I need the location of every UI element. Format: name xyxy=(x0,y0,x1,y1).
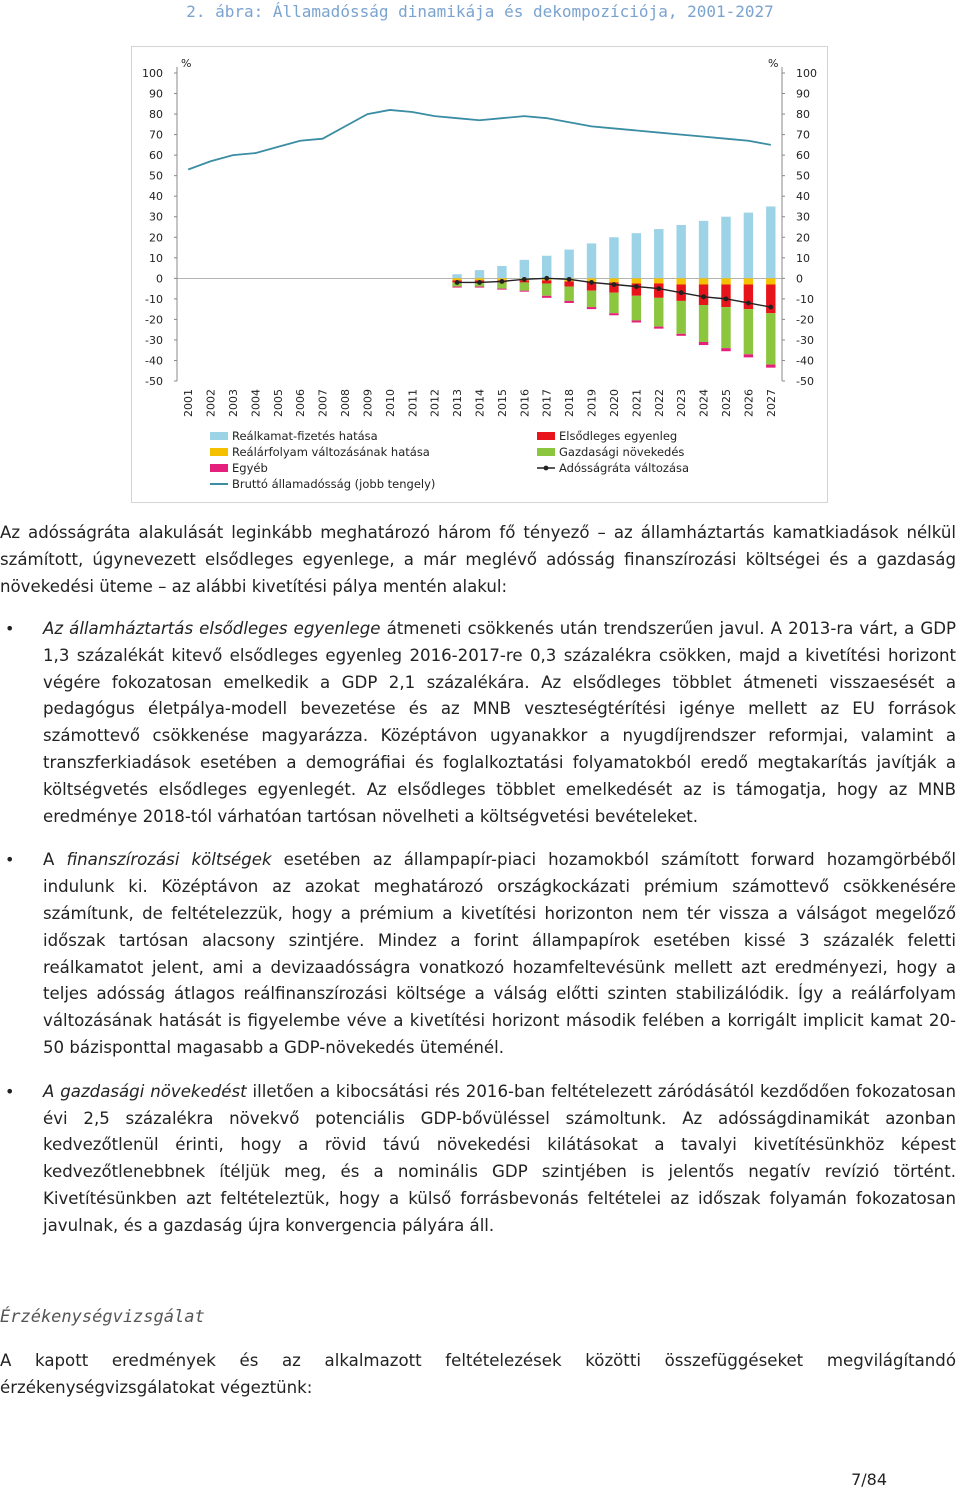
bar-segment-positive xyxy=(721,217,730,279)
debt-ratio-change-marker xyxy=(589,280,594,285)
left-tick-label: 40 xyxy=(149,190,163,204)
right-tick-label: -30 xyxy=(796,333,814,347)
bar-segment-positive xyxy=(452,274,461,278)
x-tick-label: 2019 xyxy=(585,389,599,417)
bar-segment-negative xyxy=(676,278,685,284)
bar-segment-negative xyxy=(744,309,753,354)
left-tick-label: -20 xyxy=(145,313,163,327)
bar-segment-negative xyxy=(721,307,730,348)
bar-segment-negative xyxy=(587,291,596,307)
bar-segment-negative xyxy=(676,334,685,336)
right-axis-unit: % xyxy=(768,57,779,70)
bar-segment-negative xyxy=(632,296,641,321)
x-tick-label: 2009 xyxy=(361,389,375,417)
debt-ratio-change-marker xyxy=(724,296,729,301)
bar-segment-positive xyxy=(699,221,708,278)
left-tick-label: 90 xyxy=(149,87,163,101)
debt-ratio-change-marker xyxy=(455,280,460,285)
x-tick-label: 2014 xyxy=(473,389,487,417)
bar-segment-negative xyxy=(699,342,708,345)
bar-segment-negative xyxy=(744,354,753,357)
x-tick-label: 2015 xyxy=(495,389,509,417)
legend-swatch xyxy=(210,448,228,456)
x-tick-label: 2005 xyxy=(271,389,285,417)
x-tick-label: 2001 xyxy=(182,389,196,417)
bar-segment-negative xyxy=(564,281,573,286)
x-tick-label: 2010 xyxy=(383,389,397,417)
bar-segment-negative xyxy=(587,307,596,309)
bar-segment-negative xyxy=(744,284,753,309)
page-number: 7/84 xyxy=(851,1470,887,1489)
legend-swatch-marker xyxy=(544,466,549,471)
figure-caption: 2. ábra: Államadósság dinamikája és dekompozíciója, 2001-2027 xyxy=(186,2,774,21)
legend-label: Adósságráta változása xyxy=(559,461,690,475)
bullet-list xyxy=(0,616,956,1257)
bullet-emphasis: Az államháztartás elsődleges egyenlege xyxy=(43,619,381,638)
right-tick-label: -10 xyxy=(796,292,814,306)
left-tick-label: 70 xyxy=(149,128,163,142)
bar-segment-positive xyxy=(475,270,484,278)
bar-segment-negative xyxy=(721,348,730,351)
bullet-primary-balance: • Az államháztartás elsődleges egyenlege átmeneti csökkenés után trendszerűen javul. A 2013-ra várt, a GDP 1,3 százalékát kitevő elsődleges egyenleg 2016-2017-re 0,3 százalékra csökken, majd a kivetítési horizont végére fokozatosan emelkedik a GDP 2,1 százalékára. Az elsődleges többlet átmeneti visszaesését a pedagógus életpálya-modell bevezetése és az MNB veszteségtérítési igénye mellett az EU források számottevő csökkenése magyarázza. Középtávon ugyanakkor a nyugdíjrendszer reformjai, valamint a transzferkiadások esetében a demográfiai és foglalkoztatási folyamatokból eredő megtakarítás javítják a költségvetés elsődleges egyenlegét. Az elsődleges többlet emelkedését az is támogatja, hogy az MNB eredménye 2018-tól várhatóan tartósan növelheti a költségvetési bevételeket. xyxy=(0,616,956,830)
debt-ratio-change-marker xyxy=(477,280,482,285)
left-axis-unit: % xyxy=(181,57,192,70)
right-tick-label: 100 xyxy=(796,67,817,80)
legend-swatch xyxy=(210,432,228,440)
bar-segment-negative xyxy=(475,287,484,288)
right-tick-label: 90 xyxy=(796,87,810,101)
x-tick-label: 2013 xyxy=(451,389,465,417)
closing-paragraph: A kapott eredmények és az alkalmazott feltételezések közötti összefüggéseket megvilágítandó érzékenységvizsgálatokat végeztünk: xyxy=(0,1351,956,1397)
debt-ratio-change-marker xyxy=(522,277,527,282)
right-tick-label: -20 xyxy=(796,313,814,327)
x-tick-label: 2018 xyxy=(563,389,577,417)
left-tick-label: 10 xyxy=(149,251,163,265)
debt-ratio-change-marker xyxy=(656,286,661,291)
debt-ratio-change-marker xyxy=(544,276,549,281)
x-tick-label: 2027 xyxy=(764,389,778,417)
x-tick-label: 2004 xyxy=(249,389,263,417)
bar-segment-positive xyxy=(520,260,529,278)
right-tick-label: 20 xyxy=(796,231,810,245)
legend-label: Reálkamat-fizetés hatása xyxy=(232,429,378,443)
legend-label: Bruttó államadósság (jobb tengely) xyxy=(232,477,436,491)
bar-segment-negative xyxy=(497,289,506,290)
right-tick-label: 0 xyxy=(796,272,803,286)
legend-label: Egyéb xyxy=(232,461,268,475)
bar-segment-negative xyxy=(654,298,663,327)
left-tick-label: -30 xyxy=(145,333,163,347)
debt-ratio-change-marker xyxy=(768,305,773,310)
left-tick-label: 100 xyxy=(142,67,163,80)
x-tick-label: 2007 xyxy=(316,389,330,417)
legend-swatch xyxy=(210,464,228,472)
right-tick-label: 70 xyxy=(796,128,810,142)
x-tick-label: 2020 xyxy=(607,389,621,417)
left-tick-label: 0 xyxy=(156,272,163,286)
bar-segment-positive xyxy=(676,225,685,278)
bar-segment-positive xyxy=(766,206,775,278)
bar-segment-positive xyxy=(632,233,641,278)
x-tick-label: 2023 xyxy=(675,389,689,417)
debt-ratio-change-marker xyxy=(612,282,617,287)
bar-segment-positive xyxy=(542,256,551,279)
left-tick-label: -50 xyxy=(145,375,163,388)
right-tick-label: 10 xyxy=(796,251,810,265)
bullet-financing-costs: • A finanszírozási költségek esetében az állampapír-piaci hozamokból számított forward hozamgörbéből indulunk ki. Középtávon az azokat meghatározó országkockázati prémium számottevő csökkenésére számítunk, de feltételezzük, hogy a prémium a kivetítési horizonton nem tér vissza a válságot megelőző időszak tartósan alacsony szintjére. Mindez a forint állampapírok esetében kissé 3 százalék feletti reálkamatot jelent, ami a devizaadósságra vonatkozó hozamfeltevésünk mellett azt eredményezi, hogy a teljes adósság átlagos reálfinanszírozási költsége a válság előtti szinten stabilizálódik. Így a reálárfolyam változásának hatását is figyelembe véve a kivetítési horizont második felében a korrigált implicit kamat 20-50 bázisponttal magasabb a GDP-növekedés üteménél. xyxy=(0,847,956,1061)
bar-segment-negative xyxy=(520,282,529,290)
bullet-economic-growth: • A gazdasági növekedést illetően a kibocsátási rés 2016-ban feltételezett záródásától kezdődően fokozatosan évi 2,5 százalékra növekvő potenciális GDP-bővüléssel számoltunk. Az adósságdinamikát azonban kedvezőtlenül érinti, hogy a rövid távú növekedési kilátásokat a tavalyi kivetítésünkhöz képest kedvezőtlenebbnek ítéljük meg, és a nominális GDP szintjében is jelentős negatív revízió történt. Kivetítésünkben azt feltételeztük, hogy a külső forrásbevonás feltételei az időszak folyamán fokozatosan javulnak, és a gazdaság újra konvergencia pályára áll. xyxy=(0,1079,956,1240)
bar-segment-negative xyxy=(766,365,775,368)
bar-segment-negative xyxy=(564,301,573,303)
bar-segment-negative xyxy=(609,293,618,314)
legend-swatch xyxy=(537,448,555,456)
right-tick-label: 80 xyxy=(796,108,810,122)
bar-segment-positive xyxy=(609,237,618,278)
chart-container xyxy=(131,46,828,503)
debt-ratio-change-marker xyxy=(567,277,572,282)
bar-segment-negative xyxy=(632,320,641,322)
bar-segment-negative xyxy=(721,284,730,307)
left-tick-label: 20 xyxy=(149,231,163,245)
legend-swatch xyxy=(537,432,555,440)
bullet-emphasis: A gazdasági növekedést xyxy=(43,1081,247,1101)
right-tick-label: 60 xyxy=(796,149,810,163)
left-tick-label: -10 xyxy=(145,292,163,306)
x-tick-label: 2008 xyxy=(339,389,353,417)
bar-segment-positive xyxy=(564,250,573,279)
x-tick-label: 2024 xyxy=(697,389,711,417)
x-tick-label: 2017 xyxy=(540,389,554,417)
bar-segment-negative xyxy=(542,280,551,283)
debt-ratio-change-marker xyxy=(500,279,505,284)
debt-dynamics-chart xyxy=(132,47,827,502)
bar-segment-negative xyxy=(654,278,663,283)
bar-segment-negative xyxy=(699,278,708,284)
left-tick-label: 50 xyxy=(149,169,163,183)
bar-segment-negative xyxy=(766,278,775,284)
legend-label: Gazdasági növekedés xyxy=(559,445,685,459)
gross-debt-line xyxy=(188,110,771,170)
bar-segment-positive xyxy=(587,243,596,278)
bar-segment-negative xyxy=(676,301,685,334)
x-tick-label: 2002 xyxy=(204,389,218,417)
bar-segment-positive xyxy=(654,229,663,278)
bar-segment-positive xyxy=(497,266,506,278)
legend-label: Elsődleges egyenleg xyxy=(559,429,678,443)
x-tick-label: 2022 xyxy=(652,389,666,417)
right-tick-label: -50 xyxy=(796,375,814,388)
bar-segment-negative xyxy=(542,296,551,298)
left-tick-label: 60 xyxy=(149,149,163,163)
debt-ratio-change-marker xyxy=(746,301,751,306)
x-tick-label: 2012 xyxy=(428,389,442,417)
x-tick-label: 2025 xyxy=(719,389,733,417)
right-tick-label: -40 xyxy=(796,354,814,368)
x-tick-label: 2026 xyxy=(742,389,756,417)
debt-ratio-change-marker xyxy=(634,284,639,289)
x-tick-label: 2021 xyxy=(630,389,644,417)
bar-segment-negative xyxy=(699,305,708,342)
x-tick-label: 2006 xyxy=(294,389,308,417)
bar-segment-negative xyxy=(452,287,461,288)
bar-segment-negative xyxy=(721,278,730,284)
right-tick-label: 50 xyxy=(796,169,810,183)
bar-segment-negative xyxy=(609,313,618,315)
right-tick-label: 40 xyxy=(796,190,810,204)
left-tick-label: 80 xyxy=(149,108,163,122)
bar-segment-negative xyxy=(564,287,573,301)
bar-segment-negative xyxy=(766,313,775,364)
legend-label: Reálárfolyam változásának hatása xyxy=(232,445,430,459)
left-tick-label: 30 xyxy=(149,210,163,224)
x-tick-label: 2003 xyxy=(227,389,241,417)
bar-segment-negative xyxy=(609,278,618,282)
debt-ratio-change-marker xyxy=(679,290,684,295)
bar-segment-positive xyxy=(744,213,753,279)
bar-segment-negative xyxy=(542,283,551,295)
section-title: Érzékenységvizsgálat xyxy=(0,1307,205,1327)
bar-segment-negative xyxy=(632,278,641,283)
left-tick-label: -40 xyxy=(145,354,163,368)
x-tick-label: 2016 xyxy=(518,389,532,417)
intro-paragraph: Az adósságráta alakulását leginkább meghatározó három fő tényező – az államháztartás kamatkiadások nélkül számított, úgynevezett elsődleges egyenlege, a már meglévő adósság finanszírozási költségei és a gazdaság növekedési üteme – az alábbi kivetítési pálya mentén alakul: xyxy=(0,523,956,596)
x-tick-label: 2011 xyxy=(406,389,420,417)
right-tick-label: 30 xyxy=(796,210,810,224)
bar-segment-negative xyxy=(654,327,663,329)
debt-ratio-change-marker xyxy=(701,294,706,299)
bar-segment-negative xyxy=(520,291,529,292)
bullet-emphasis: finanszírozási költségek xyxy=(66,850,272,870)
bar-segment-negative xyxy=(744,278,753,284)
